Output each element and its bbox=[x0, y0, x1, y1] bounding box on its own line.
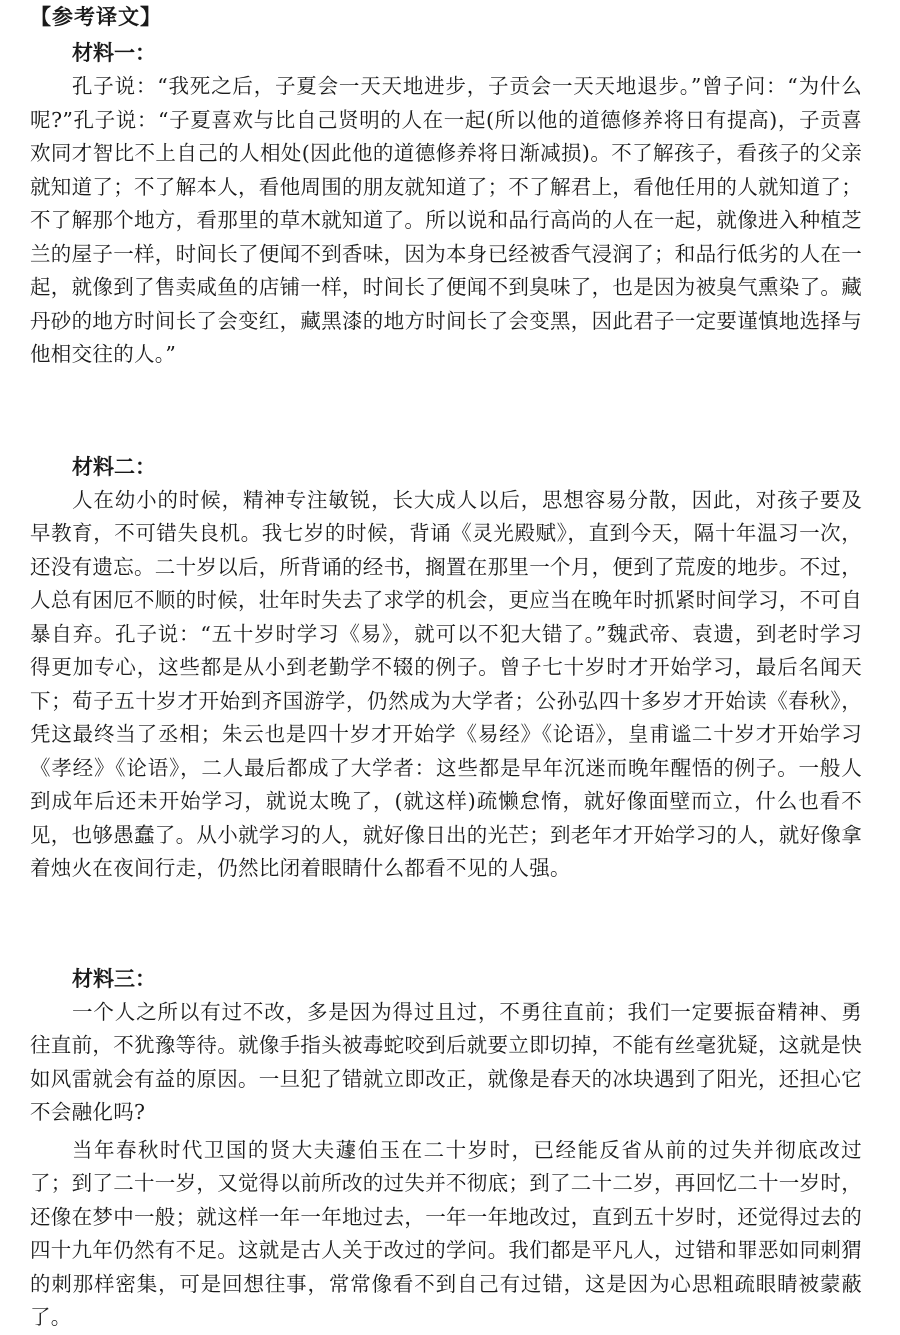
section-1-paragraph-1: 孔子说：“我死之后，子夏会一天天地进步，子贡会一天天地退步。”曾子问：“为什么呢?”孔子说：“子夏喜欢与比自己贤明的人在一起(所以他的道德修养将日有提高)，子贡喜欢同才智比不上自己的人相处(因此他的道德修养将日渐减损)。不了解孩子，看孩子的父亲就知道了；不了解本人，看他周围的朋友就知道了；不了解君上，看他任用的人就知道了；不了解那个地方，看那里的草木就知道了。所以说和品行高尚的人在一起，就像进入种植芝兰的屋子一样，时间长了便闻不到香味，因为本身已经被香气浸润了；和品行低劣的人在一起，就像到了售卖咸鱼的店铺一样，时间长了便闻不到臭味了，也是因为被臭气熏染了。藏丹砂的地方时间长了会变红，藏黑漆的地方时间长了会变黑，因此君子一定要谨慎地选择与他相交往的人。” bbox=[30, 74, 862, 366]
section-title-material-1: 材料一： bbox=[72, 40, 156, 65]
section-title-material-3: 材料三： bbox=[72, 965, 156, 991]
section-3-paragraph-2: 当年春秋时代卫国的贤大夫蘧伯玉在二十岁时，已经能反省从前的过失并彻底改过了；到了二十一岁，又觉得以前所改的过失并不彻底；到了二十二岁，再回忆二十一岁时，还像在梦中一般；就这样一年一年地过去，一年一年地改过，直到五十岁时，还觉得过去的四十九年仍然有不足。这就是古人关于改过的学问。我们都是平凡人，过错和罪恶如同刺猬的刺那样密集，可是回想往事，常常像看不到自己有过错，这是因为心思粗疏眼睛被蒙蔽了。 bbox=[30, 1137, 862, 1329]
section-2-paragraph-1: 人在幼小的时候，精神专注敏锐，长大成人以后，思想容易分散，因此，对孩子要及早教育，不可错失良机。我七岁的时候，背诵《灵光殿赋》，直到今天，隔十年温习一次，还没有遗忘。二十岁以后，所背诵的经书，搁置在那里一个月，便到了荒废的地步。不过，人总有困厄不顺的时候，壮年时失去了求学的机会，更应当在晚年时抓紧时间学习，不可自暴自弃。孔子说：“五十岁时学习《易》，就可以不犯大错了。”魏武帝、袁遗，到老时学习得更加专心，这些都是从小到老勤学不辍的例子。曾子七十岁时才开始学习，最后名闻天下；荀子五十岁才开始到齐国游学，仍然成为大学者；公孙弘四十多岁才开始读《春秋》，凭这最终当了丞相；朱云也是四十岁才开始学《易经》《论语》，皇甫谧二十岁才开始学习《孝经》《论语》，二人最后都成了大学者：这些都是早年沉迷而晚年醒悟的例子。一般人到成年后还未开始学习，就说太晚了，(就这样)疏懒怠惰，就好像面壁而立，什么也看不见，也够愚蠢了。从小就学习的人，就好像日出的光芒；到老年才开始学习的人，就好像拿着烛火在夜间行走，仍然比闭着眼睛什么都看不见的人强。 bbox=[30, 487, 862, 880]
section-3-paragraph-1: 一个人之所以有过不改，多是因为得过且过，不勇往直前；我们一定要振奋精神、勇往直前，不犹豫等待。就像手指头被毒蛇咬到后就要立即切掉，不能有丝毫犹疑，这就是快如风雷就会有益的原因。一旦犯了错就立即改正，就像是春天的冰块遇到了阳光，还担心它不会融化吗? bbox=[30, 999, 862, 1124]
document-header: 【参考译文】 bbox=[30, 4, 162, 29]
section-title-material-2: 材料二： bbox=[72, 453, 156, 479]
